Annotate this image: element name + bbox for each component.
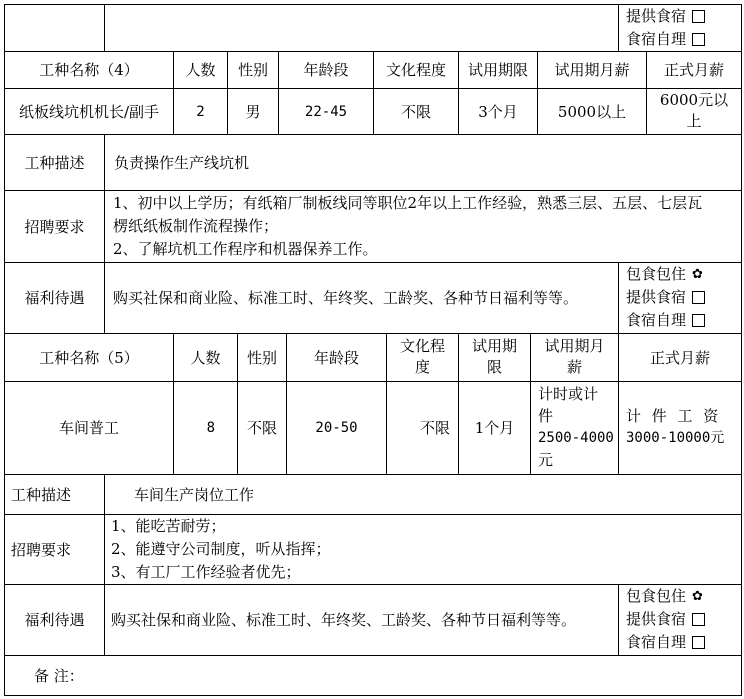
job5-desc-label: 工种描述 xyxy=(11,485,72,504)
job4-title: 纸板线坑机机长/副手 xyxy=(18,102,160,121)
job4-option-provide-label: 提供食宿 xyxy=(626,288,687,306)
job5-header-probation-pay-l2: 薪 xyxy=(566,358,582,376)
job5-title: 车间普工 xyxy=(58,419,119,437)
job5-probation-pay-l4: 元 xyxy=(538,451,554,469)
job4-req-line: 1、初中以上学历；有纸箱厂制板线同等职位2年以上工作经验，熟悉三层、五层、七层瓦 xyxy=(113,194,703,212)
job5-header-probation-pay-l1: 试用期月 xyxy=(544,337,605,355)
job4-age: 22-45 xyxy=(304,103,348,120)
job5-probation: 1个月 xyxy=(474,419,515,437)
job4-formal-pay xyxy=(647,90,741,132)
job5-probation-pay-l1: 计时或计 xyxy=(538,385,599,403)
checkbox-icon[interactable] xyxy=(692,291,705,304)
job5-welfare-options xyxy=(626,585,705,654)
job4-header-education: 文化程度 xyxy=(385,61,446,79)
job5-age: 20-50 xyxy=(315,420,358,436)
job4-header-age: 年龄段 xyxy=(303,61,349,79)
job4-option-provide[interactable] xyxy=(626,286,705,309)
job5-header-probation-l1: 试用期 xyxy=(471,337,517,355)
job4-welfare-label: 福利待遇 xyxy=(24,289,85,307)
job4-formal-pay-line1: 6000元以 xyxy=(659,91,729,109)
checkbox-icon[interactable] xyxy=(692,33,705,46)
checkbox-icon[interactable] xyxy=(692,636,705,649)
job4-probation-pay: 5000以上 xyxy=(557,102,627,121)
top-option-provide[interactable] xyxy=(626,5,705,28)
job5-formal-pay-l2: 3000-10000元 xyxy=(626,430,725,446)
job5-header-age: 年龄段 xyxy=(313,348,359,367)
job5-desc: 车间生产岗位工作 xyxy=(134,485,255,504)
job5-req-line: 3、有工厂工作经验者优先； xyxy=(111,563,301,581)
job5-option-full-board[interactable] xyxy=(626,585,705,608)
job5-header-formal-pay: 正式月薪 xyxy=(649,348,710,367)
top-option-self-label: 食宿自理 xyxy=(626,30,687,48)
job4-header-title: 工种名称（4） xyxy=(39,61,139,79)
job5-header-education-l2: 度 xyxy=(414,358,430,376)
job5-req-line: 1、能吃苦耐劳； xyxy=(111,517,226,535)
job5-header-gender: 性别 xyxy=(246,348,277,367)
gear-icon[interactable]: ✿ xyxy=(692,589,703,604)
job4-option-full-board-label: 包食包住 xyxy=(626,265,687,283)
job4-count: 2 xyxy=(196,103,205,120)
job5-header-probation xyxy=(459,336,530,378)
job4-header-gender: 性别 xyxy=(237,61,268,79)
job5-req-label: 招聘要求 xyxy=(11,540,72,559)
job4-welfare: 购买社保和商业险、标准工时、年终奖、工龄奖、各种节日福利等等。 xyxy=(113,289,579,307)
job5-option-provide[interactable] xyxy=(626,608,705,631)
job5-education: 不限 xyxy=(419,419,450,437)
checkbox-icon[interactable] xyxy=(692,613,705,626)
checkbox-icon[interactable] xyxy=(692,10,705,23)
job4-req-label: 招聘要求 xyxy=(24,217,85,236)
job4-option-self[interactable] xyxy=(626,309,705,332)
top-option-provide-label: 提供食宿 xyxy=(626,7,687,25)
job5-header-count: 人数 xyxy=(190,348,221,367)
job5-welfare: 购买社保和商业险、标准工时、年终奖、工龄奖、各种节日福利等等。 xyxy=(111,611,577,629)
job4-education: 不限 xyxy=(400,102,431,121)
job5-formal-pay xyxy=(626,405,724,449)
job5-header-probation-l2: 限 xyxy=(486,358,502,376)
job5-probation-pay-l2: 件 xyxy=(538,407,554,425)
job5-formal-pay-l1: 计 件 工 资 xyxy=(626,407,722,425)
job4-header-formal-pay: 正式月薪 xyxy=(663,61,724,79)
top-options xyxy=(626,5,705,51)
job5-welfare-label: 福利待遇 xyxy=(24,611,85,629)
job4-welfare-options xyxy=(626,263,705,332)
job4-desc-label: 工种描述 xyxy=(24,153,85,172)
job5-gender: 不限 xyxy=(246,419,277,437)
job5-header-title: 工种名称（5） xyxy=(39,348,139,367)
job4-header-count: 人数 xyxy=(185,61,216,79)
job4-option-self-label: 食宿自理 xyxy=(626,311,687,329)
job4-desc: 负责操作生产线坑机 xyxy=(114,153,250,172)
job4-gender: 男 xyxy=(245,102,261,121)
job4-formal-pay-line2: 上 xyxy=(686,112,702,130)
job5-option-provide-label: 提供食宿 xyxy=(626,610,687,628)
job5-header-probation-pay xyxy=(531,336,618,378)
job5-header-education xyxy=(387,336,458,378)
remarks-label: 备 注： xyxy=(34,666,84,685)
job5-header-education-l1: 文化程 xyxy=(399,337,445,355)
job4-req-line: 楞纸纸板制作流程操作； xyxy=(113,217,279,235)
gear-icon[interactable]: ✿ xyxy=(692,267,703,282)
job5-option-self-label: 食宿自理 xyxy=(626,633,687,651)
job5-option-self[interactable] xyxy=(626,631,705,654)
job4-option-full-board[interactable] xyxy=(626,263,705,286)
job5-req-line: 2、能遵守公司制度，听从指挥； xyxy=(111,540,331,558)
job5-count: 8 xyxy=(206,420,215,436)
top-option-self[interactable] xyxy=(626,28,705,51)
job4-header-probation-pay: 试用期月薪 xyxy=(554,61,630,79)
job4-probation: 3个月 xyxy=(478,102,518,121)
job5-probation-pay xyxy=(538,383,614,471)
checkbox-icon[interactable] xyxy=(692,314,705,327)
job5-option-full-board-label: 包食包住 xyxy=(626,587,687,605)
job4-req xyxy=(113,192,702,261)
job4-req-line: 2、了解坑机工作程序和机器保养工作。 xyxy=(113,240,378,258)
job5-req xyxy=(111,515,331,584)
job4-header-probation: 试用期限 xyxy=(467,61,528,79)
job5-probation-pay-l3: 2500-4000 xyxy=(538,430,614,446)
